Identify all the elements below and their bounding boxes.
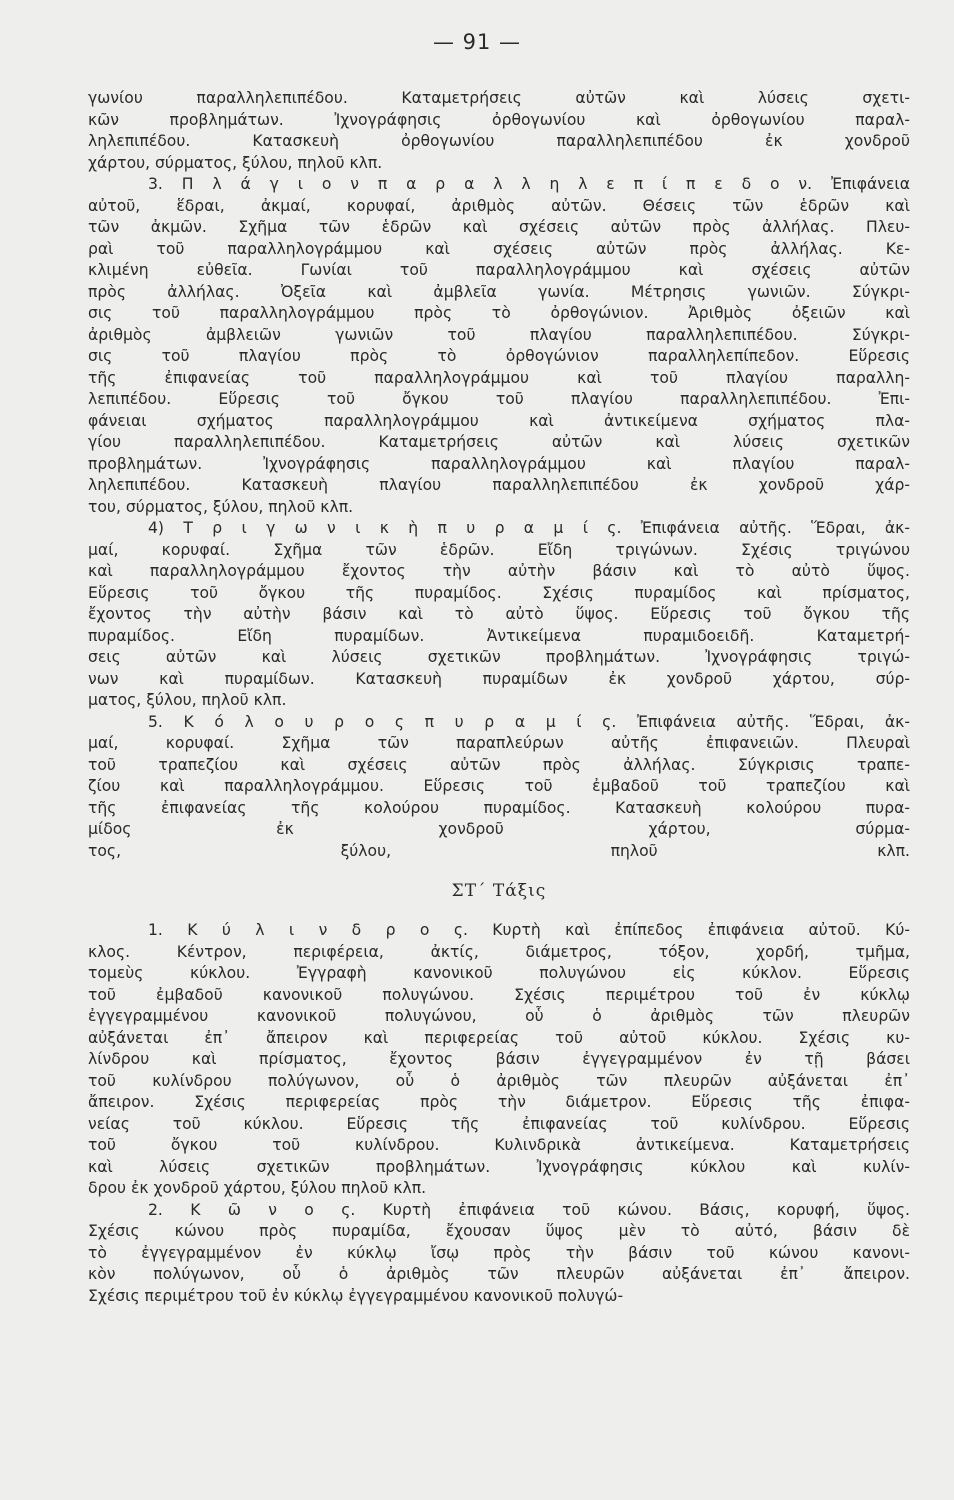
text-line: γωνίου παραλληλεπιπέδου. Καταμετρήσεις αὐτῶν καὶ λύσεις σχετι- bbox=[88, 89, 910, 107]
text-line: τος, ξύλου, πηλοῦ κλπ. bbox=[88, 841, 910, 860]
text-line: τὸ ἐγγεγραμμένον ἐν κύκλῳ ἴσῳ πρὸς τὴν βάσιν τοῦ κώνου κανονι- bbox=[88, 1243, 910, 1262]
section-heading: ΣΤ΄ Τάξις bbox=[451, 881, 547, 901]
page-body bbox=[88, 88, 910, 1307]
text-line: 5. Κ ό λ ο υ ρ ο ς π υ ρ α μ ί ς. Ἐπιφάνεια αὐτῆς. Ἕδραι, ἀκ- bbox=[148, 712, 910, 731]
text-line: τομεὺς κύκλου. Ἐγγραφὴ κανονικοῦ πολυγώνου εἰς κύκλον. Εὕρεσις bbox=[88, 964, 910, 982]
text-line: μαί, κορυφαί. Σχῆμα τῶν ἑδρῶν. Εἴδη τριγώνων. Σχέσις τριγώνου bbox=[88, 540, 910, 559]
text-line: καὶ παραλληλογράμμου ἔχοντος τὴν αὐτὴν βάσιν καὶ τὸ αὐτὸ ὕψος. bbox=[88, 562, 910, 580]
text-line: σις τοῦ πλαγίου πρὸς τὸ ὀρθογώνιον παραλληλεπίπεδον. Εὕρεσις bbox=[88, 347, 910, 365]
text-line: πυραμίδος. Εἴδη πυραμίδων. Ἀντικείμενα πυραμιδοειδῆ. Καταμετρή- bbox=[88, 626, 910, 645]
text-line: 4) Τ ρ ι γ ω ν ι κ ὴ π υ ρ α μ ί ς. Ἐπιφάνεια αὐτῆς. Ἕδραι, ἀκ- bbox=[148, 519, 910, 537]
text-line: τοῦ ὄγκου τοῦ κυλίνδρου. Κυλινδρικὰ ἀντικείμενα. Καταμετρήσεις bbox=[88, 1136, 910, 1154]
text-line: κῶν προβλημάτων. Ἰχνογράφησις ὀρθογωνίου καὶ ὀρθογωνίου παραλ- bbox=[88, 110, 910, 129]
text-line: αὐτοῦ, ἕδραι, ἀκμαί, κορυφαί, ἀριθμὸς αὐτῶν. Θέσεις τῶν ἑδρῶν καὶ bbox=[88, 196, 910, 215]
text-line: ἄπειρον. Σχέσις περιφερείας πρὸς τὴν διάμετρον. Εὕρεσις τῆς ἐπιφα- bbox=[88, 1093, 910, 1111]
section-paragraphs bbox=[88, 920, 910, 1307]
text-line: κλιμένη εὐθεῖα. Γωνίαι τοῦ παραλληλογράμμου καὶ σχέσεις αὐτῶν bbox=[88, 261, 910, 279]
page-number: — 91 — bbox=[432, 30, 522, 54]
text-line: λεπιπέδου. Εὕρεσις τοῦ ὄγκου τοῦ πλαγίου παραλληλεπιπέδου. Ἐπι- bbox=[88, 390, 910, 408]
text-line: δρου ἐκ χονδροῦ χάρτου, ξύλου πηλοῦ κλπ. bbox=[88, 1179, 427, 1197]
text-line: τῶν ἀκμῶν. Σχῆμα τῶν ἑδρῶν καὶ σχέσεις αὐτῶν πρὸς ἀλλήλας. Πλευ- bbox=[88, 218, 910, 236]
text-line: ζίου καὶ παραλληλογράμμου. Εὕρεσις τοῦ ἐμβαδοῦ τοῦ τραπεζίου καὶ bbox=[88, 777, 910, 795]
text-line: τοῦ τραπεζίου καὶ σχέσεις αὐτῶν πρὸς ἀλλήλας. Σύγκρισις τραπε- bbox=[88, 755, 910, 774]
text-line: καὶ λύσεις σχετικῶν προβλημάτων. Ἰχνογράφησις κύκλου καὶ κυλίν- bbox=[88, 1157, 910, 1176]
text-line: σις τοῦ παραλληλογράμμου πρὸς τὸ ὀρθογώνιον. Ἀριθμὸς ὀξειῶν καὶ bbox=[88, 304, 910, 322]
text-line: νείας τοῦ κύκλου. Εὕρεσις τῆς ἐπιφανείας τοῦ κυλίνδρου. Εὕρεσις bbox=[88, 1114, 910, 1133]
text-line: του, σύρματος, ξύλου, πηλοῦ κλπ. bbox=[88, 497, 354, 516]
text-line: 3. Π λ ά γ ι ο ν π α ρ α λ λ η λ ε π ί π ε δ ο ν. Ἐπιφάνεια bbox=[148, 175, 910, 193]
text-line: τοῦ κυλίνδρου πολύγωνον, οὗ ὁ ἀριθμὸς τῶν πλευρῶν αὐξάνεται ἐπ᾿ bbox=[88, 1071, 910, 1090]
text-line: αὐξάνεται ἐπ᾿ ἄπειρον καὶ περιφερείας τοῦ αὐτοῦ κύκλου. Σχέσις κυ- bbox=[88, 1028, 910, 1047]
text-line: 2. Κ ῶ ν ο ς. Κυρτὴ ἐπιφάνεια τοῦ κώνου. Βάσις, κορυφή, ὕψος. bbox=[148, 1200, 910, 1219]
text-line: προβλημάτων. Ἰχνογράφησις παραλληλογράμμου καὶ πλαγίου παραλ- bbox=[88, 454, 910, 473]
text-line: τῆς ἐπιφανείας τοῦ παραλληλογράμμου καὶ τοῦ πλαγίου παραλλη- bbox=[88, 368, 910, 387]
text-line: ἀριθμὸς ἀμβλειῶν γωνιῶν τοῦ πλαγίου παραλληλεπιπέδου. Σύγκρι- bbox=[88, 325, 910, 344]
text-line: γίου παραλληλεπιπέδου. Καταμετρήσεις αὐτῶν καὶ λύσεις σχετικῶν bbox=[88, 433, 910, 451]
text-line: ματος, ξύλου, πηλοῦ κλπ. bbox=[88, 691, 287, 709]
text-line: τῆς ἐπιφανείας τῆς κολούρου πυραμίδος. Κατασκευὴ κολούρου πυρα- bbox=[88, 798, 910, 817]
text-line: ραὶ τοῦ παραλληλογράμμου καὶ σχέσεις αὐτῶν πρὸς ἀλλήλας. Κε- bbox=[88, 239, 910, 258]
text-line: πρὸς ἀλλήλας. Ὀξεῖα καὶ ἀμβλεῖα γωνία. Μέτρησις γωνιῶν. Σύγκρι- bbox=[88, 282, 910, 301]
text-line: ἔχοντος τὴν αὐτὴν βάσιν καὶ τὸ αὐτὸ ὕψος. Εὕρεσις τοῦ ὄγκου τῆς bbox=[88, 605, 910, 623]
text-line: ἐγγεγραμμένου κανονικοῦ πολυγώνου, οὗ ὁ ἀριθμὸς τῶν πλευρῶν bbox=[88, 1007, 910, 1025]
text-line: χάρτου, σύρματος, ξύλου, πηλοῦ κλπ. bbox=[88, 153, 383, 172]
text-line: Εὕρεσις τοῦ ὄγκου τῆς πυραμίδος. Σχέσις πυραμίδος καὶ πρίσματος, bbox=[88, 583, 910, 602]
text-line: ληλεπιπέδου. Κατασκευὴ ὀρθογωνίου παραλληλεπιπέδου ἐκ χονδροῦ bbox=[88, 132, 910, 150]
text-line: 1. Κ ύ λ ι ν δ ρ ο ς. Κυρτὴ καὶ ἐπίπεδος ἐπιφάνεια αὐτοῦ. Κύ- bbox=[148, 921, 910, 939]
text-line: ληλεπιπέδου. Κατασκευὴ πλαγίου παραλληλεπιπέδου ἐκ χονδροῦ χάρ- bbox=[88, 476, 910, 494]
body-paragraphs bbox=[88, 88, 910, 862]
text-line: μαί, κορυφαί. Σχῆμα τῶν παραπλεύρων αὐτῆς ἐπιφανειῶν. Πλευραὶ bbox=[88, 734, 910, 752]
text-line: κλος. Κέντρον, περιφέρεια, ἀκτίς, διάμετρος, τόξον, χορδή, τμῆμα, bbox=[88, 942, 910, 961]
text-line: σεις αὐτῶν καὶ λύσεις σχετικῶν προβλημάτων. Ἰχνογράφησις τριγώ- bbox=[88, 648, 910, 666]
text-line: κὸν πολύγωνον, οὗ ὁ ἀριθμὸς τῶν πλευρῶν αὐξάνεται ἐπ᾿ ἄπειρον. bbox=[88, 1265, 910, 1283]
text-line: Σχέσις περιμέτρου τοῦ ἐν κύκλῳ ἐγγεγραμμένου κανονικοῦ πολυγώ- bbox=[88, 1286, 624, 1305]
text-line: λίνδρου καὶ πρίσματος, ἔχοντος βάσιν ἐγγεγραμμένον ἐν τῇ βάσει bbox=[88, 1050, 910, 1068]
text-line: μίδος ἐκ χονδροῦ χάρτου, σύρμα- bbox=[88, 820, 910, 838]
text-line: νων καὶ πυραμίδων. Κατασκευὴ πυραμίδων ἐκ χονδροῦ χάρτου, σύρ- bbox=[88, 669, 910, 688]
text-line: Σχέσις κώνου πρὸς πυραμίδα, ἔχουσαν ὕψος μὲν τὸ αὐτό, βάσιν δὲ bbox=[88, 1222, 910, 1240]
text-line: φάνειαι σχήματος παραλληλογράμμου καὶ ἀντικείμενα σχήματος πλα- bbox=[88, 411, 910, 430]
text-line: τοῦ ἐμβαδοῦ κανονικοῦ πολυγώνου. Σχέσις περιμέτρου τοῦ ἐν κύκλῳ bbox=[88, 985, 910, 1004]
